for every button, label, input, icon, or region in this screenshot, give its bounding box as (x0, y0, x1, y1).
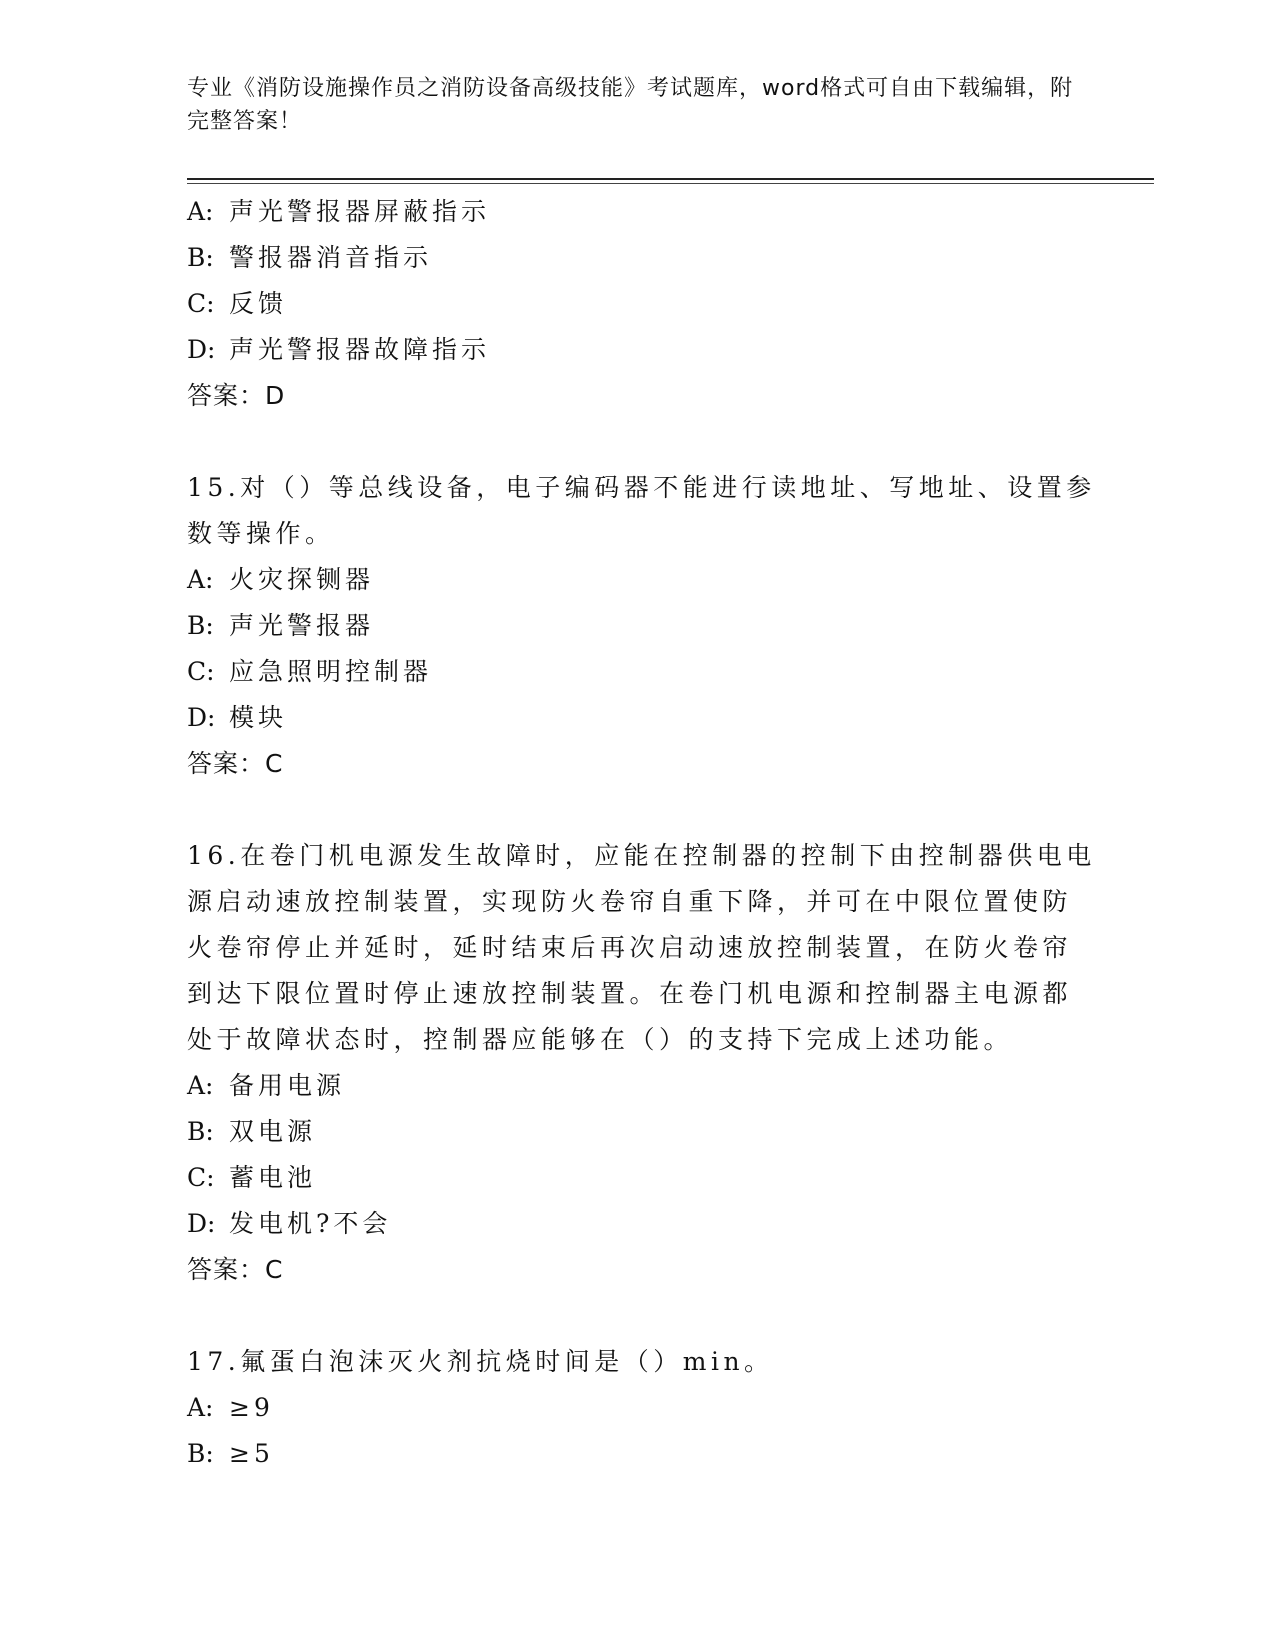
question-17 (187, 1339, 1087, 1477)
option-a: A: 备用电源 (187, 1071, 346, 1100)
header-divider (187, 178, 1154, 180)
question-16 (187, 833, 1096, 1293)
question-stem-line: 16.在卷门机电源发生故障时，应能在控制器的控制下由控制器供电电 (187, 841, 1096, 870)
option-a: A: 火灾探铡器 (187, 565, 375, 594)
option-a: A: 声光警报器屏蔽指示 (187, 197, 491, 226)
option-d: D: 声光警报器故障指示 (187, 335, 491, 364)
option-c: C: 应急照明控制器 (187, 657, 433, 686)
question-15 (187, 465, 1096, 787)
question-content (187, 189, 1096, 1477)
header-divider-thin (187, 183, 1154, 184)
option-b: B: 警报器消音指示 (187, 243, 433, 272)
option-d: D: 发电机?不会 (187, 1209, 392, 1238)
document-header: 专业《消防设施操作员之消防设备高级技能》考试题库，word格式可自由下载编辑，附完整答案！ (187, 76, 1074, 134)
question-stem-line: 15.对（）等总线设备，电子编码器不能进行读地址、写地址、设置参 (187, 473, 1096, 502)
option-a: A: ≥9 (187, 1393, 274, 1422)
question-stem-line: 到达下限位置时停止速放控制装置。在卷门机电源和控制器主电源都 (187, 979, 1073, 1008)
option-d: D: 模块 (187, 703, 288, 732)
option-b: B: 双电源 (187, 1117, 317, 1146)
option-c: C: 反馈 (187, 289, 288, 318)
question-stem-line: 源启动速放控制装置，实现防火卷帘自重下降，并可在中限位置使防 (187, 887, 1073, 916)
option-b: B: ≥5 (187, 1439, 274, 1468)
question-stem-line: 17.氟蛋白泡沫灭火剂抗烧时间是（）min。 (187, 1347, 774, 1376)
question-stem-line: 数等操作。 (187, 519, 335, 548)
question-stem-line: 火卷帘停止并延时，延时结束后再次启动速放控制装置，在防火卷帘 (187, 933, 1073, 962)
answer: 答案：C (187, 749, 284, 778)
question-stem-line: 处于故障状态时，控制器应能够在（）的支持下完成上述功能。 (187, 1025, 1014, 1054)
answer: 答案：C (187, 1255, 284, 1284)
option-c: C: 蓄电池 (187, 1163, 317, 1192)
answer: 答案：D (187, 381, 286, 410)
option-b: B: 声光警报器 (187, 611, 375, 640)
prev-question (187, 189, 1087, 419)
